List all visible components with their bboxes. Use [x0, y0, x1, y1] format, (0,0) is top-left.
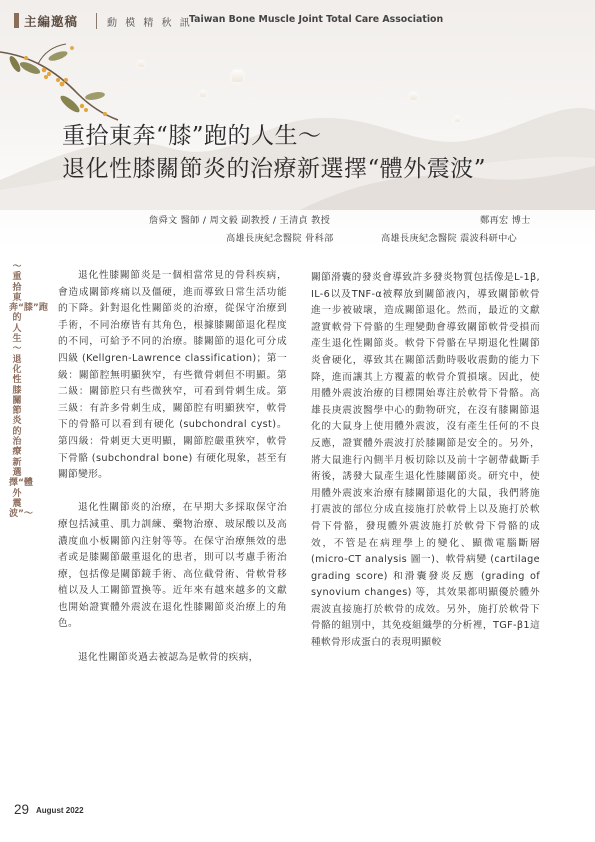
header-accent-bar: [14, 13, 19, 28]
sky-lantern: [410, 92, 417, 100]
journal-name-english: Taiwan Bone Muscle Joint Total Care Association: [189, 14, 444, 25]
issue-date: August 2022: [36, 806, 84, 815]
author-affiliation: 高雄長庚紀念醫院 骨科部: [226, 233, 334, 244]
sky-lantern: [232, 70, 243, 82]
header-divider: [96, 13, 97, 29]
body-paragraph: 退化性關節炎的治療，在早期大多採取保守治療包括減重、肌力訓練、藥物治療、玻尿酸以及高濃度血小板關節內注射等等。在保守治療無效的患者或是膝關節嚴重退化的患者，則可以考慮手術治療，包括像是關節鏡手術、高位截骨術、骨軟骨移植以及人工關節置換等。近年來有越來越多的文獻也開始證實體外震波在退化性膝關節炎治療上的角色。: [58, 502, 287, 630]
sky-lantern: [138, 60, 144, 67]
vertical-side-title: ～重拾東奔“膝”跑的人生～退化性膝關節炎的治療新選擇“體外震波”～: [9, 262, 48, 520]
article-title-line-1: 重拾東奔“膝”跑的人生～: [62, 123, 322, 149]
page-number: 29: [14, 802, 30, 817]
body-column-left: [58, 268, 287, 666]
page-header: [0, 10, 595, 32]
body-paragraph: 退化性關節炎過去被認為是軟骨的疾病，: [78, 651, 259, 663]
journal-name-chinese: 動 模 精 秋 訊: [107, 18, 193, 29]
sky-lantern: [200, 90, 206, 97]
coauthor-name: 鄭再宏 博士: [480, 215, 531, 226]
osmanthus-branch-illustration: [0, 22, 130, 132]
section-label: 主編邀稿: [24, 14, 79, 29]
body-column-right: [311, 270, 540, 652]
body-paragraph: 關節滑囊的發炎會導致許多發炎物質包括像是L-1β, IL-6以及TNF-α被釋放到關節液內，導致關節軟骨進一步被破壞，造成關節退化。然而，最近的文獻證實軟骨下骨骼的生理變動會導致關節軟骨受損而產生退化性關節炎。軟骨下骨骼在早期退化性關節炎會硬化，導致其在關節活動時吸收震動的能力下降，進而讓其上方覆蓋的軟骨介質損壞。因此，使用體外震波治療的目標開始專注於軟骨下骨骼。高雄長庚震波醫學中心的動物研究，在沒有膝關節退化的大鼠身上使用體外震波，沒有產生任何的不良反應，證實體外震波打於膝關節是安全的。另外，將大鼠進行內側半月板切除以及前十字韌帶截斷手術後，誘發大鼠產生退化性膝關節炎。研究中，使用體外震波來治療有膝關節退化的大鼠，我們將施打震波的部位分成直接施打於軟骨上以及施打於軟骨下骨骼，發現體外震波施打於軟骨下骨骼的成效，不管是在病理學上的變化、顯微電腦斷層 (micro-CT analysis 圖一)、軟骨病變 (cartilage grading score) 和滑囊發炎反應 (grading of synovium changes) 等，其效果都明顯優於體外震波直接施打於軟骨的成效。另外，施打於軟骨下骨骼的組別中，其免疫組織學的分析裡，TGF-β1這種軟骨形成蛋白的表現明顯較: [311, 272, 540, 649]
sky-lantern: [455, 116, 460, 122]
article-title-line-2: 退化性膝關節炎的治療新選擇“體外震波”: [62, 156, 487, 182]
body-paragraph: 退化性膝關節炎是一個相當常見的骨科疾病，會造成關節疼痛以及僵硬，進而導致日常生活功能的下降。針對退化性關節炎的治療，從保守治療到手術，不同治療皆有其角色，根據膝關節退化程度的不同，可給予不同的治療。膝關節的退化可分成四級 (Kellgren-Lawrence classification)；第一級：關節腔無明顯狹窄，有些微骨刺但不明顯。第二級：關節腔只有些微狹窄，可看到骨刺生成。第三級：有許多骨刺生成，關節腔有明顯狹窄，軟骨下的骨骼可以看到有硬化 (subchondral cyst)。第四級：骨刺更大更明顯，關節腔嚴重狹窄，軟骨下骨骼 (subchondral bone) 有硬化現象，甚至有關節變形。: [58, 270, 287, 481]
coauthor-affiliation: 高雄長庚紀念醫院 震波科研中心: [381, 233, 518, 244]
author-names: 詹舜文 醫師 / 周文毅 副教授 / 王清貞 教授: [149, 215, 331, 226]
